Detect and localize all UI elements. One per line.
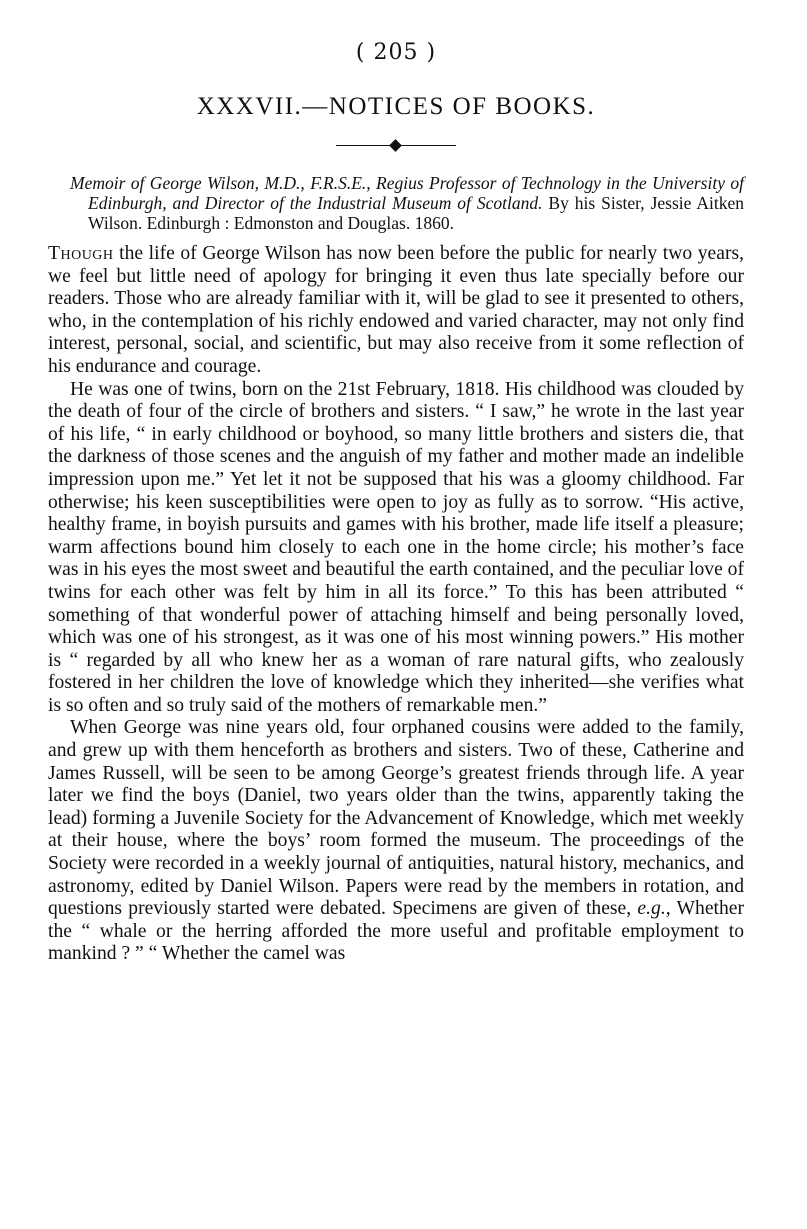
article-body xyxy=(48,243,744,966)
book-page xyxy=(48,40,744,966)
paragraph-1-text: the life of George Wilson has now been before the public for nearly two years, we feel but little need of apology for bringing it even thus late specially before our readers. Those who are already familiar with it, will be glad to see it presented to others, who, in the contemplation of his richly endowed and varied character, may not only find interest, personal, social, and scientific, but may also receive from it some reflection of his endurance and courage. xyxy=(48,243,744,377)
paragraph-3-text-b: Whether the “ whale or the herring afforded the more useful and profitable employment to mankind ? ” “ Whether the camel was xyxy=(48,898,744,965)
book-citation xyxy=(48,173,744,233)
page-number: ( 205 ) xyxy=(355,40,437,65)
paragraph-2: He was one of twins, born on the 21st February, 1818. His childhood was clouded by the death of four of the circle of brothers and sisters. “ I saw,” he wrote in the last year of his life, “ in early childhood or boyhood, so many little brothers and sisters die, that the darkness of those scenes and the anguish of my father and mother made an indelible impression upon me.” Yet let it not be supposed that his was a gloomy childhood. Far otherwise; his keen susceptibilities were open to joy as fully as to sorrow. “His active, healthy frame, in boyish pursuits and games with his brother, made life itself a pleasure; warm affections bound him closely to each one in the home circle; his mother’s face was in his eyes the most sweet and beautiful the earth contained, and the peculiar love of twins for each other was felt by him in all its force.” To this has been attributed “ something of that wonderful power of attaching himself and being personally loved, which was one of his strongest, as it was one of his most winning powers.” His mother is “ regarded by all who knew her as a woman of rare natural gifts, who zealously fostered in her children the love of knowledge which they inherited—she verifies what is so often and so truly said of the mothers of remarkable men.” xyxy=(48,378,744,716)
title-ornament-divider xyxy=(336,141,456,151)
paragraph-1 xyxy=(48,243,744,379)
paragraph-3 xyxy=(48,717,744,966)
section-title: XXXVII.—NOTICES OF BOOKS. xyxy=(196,93,596,120)
ornament-diamond-icon xyxy=(389,139,402,152)
citation-title: Memoir of George Wilson, M.D., F.R.S.E., Regius Professor of Technology in the University of Edinburgh, and Director of the Industrial Museum of Scotland. xyxy=(70,173,744,213)
paragraph-1-lead: Though xyxy=(48,243,114,264)
paragraph-3-eg: e.g., xyxy=(637,898,671,920)
citation-details: By his Sister, Jessie Aitken Wilson. Edinburgh : Edmonston and Douglas. 1860. xyxy=(88,193,744,233)
paragraph-3-text-a: When George was nine years old, four orphaned cousins were added to the family, and grew up with them henceforth as brothers and sisters. Two of these, Catherine and James Russell, will be seen to be among George’s greatest friends through life. A year later we find the boys (Daniel, two years older than the twins, apparently taking the lead) forming a Juvenile Society for the Advancement of Knowledge, which met weekly at their house, where the boys’ room formed the museum. The proceedings of the Society were recorded in a weekly journal of antiquities, natural history, mechanics, and astronomy, edited by Daniel Wilson. Papers were read by the members in rotation, and questions previously started were debated. Specimens are given of these, xyxy=(48,717,744,920)
